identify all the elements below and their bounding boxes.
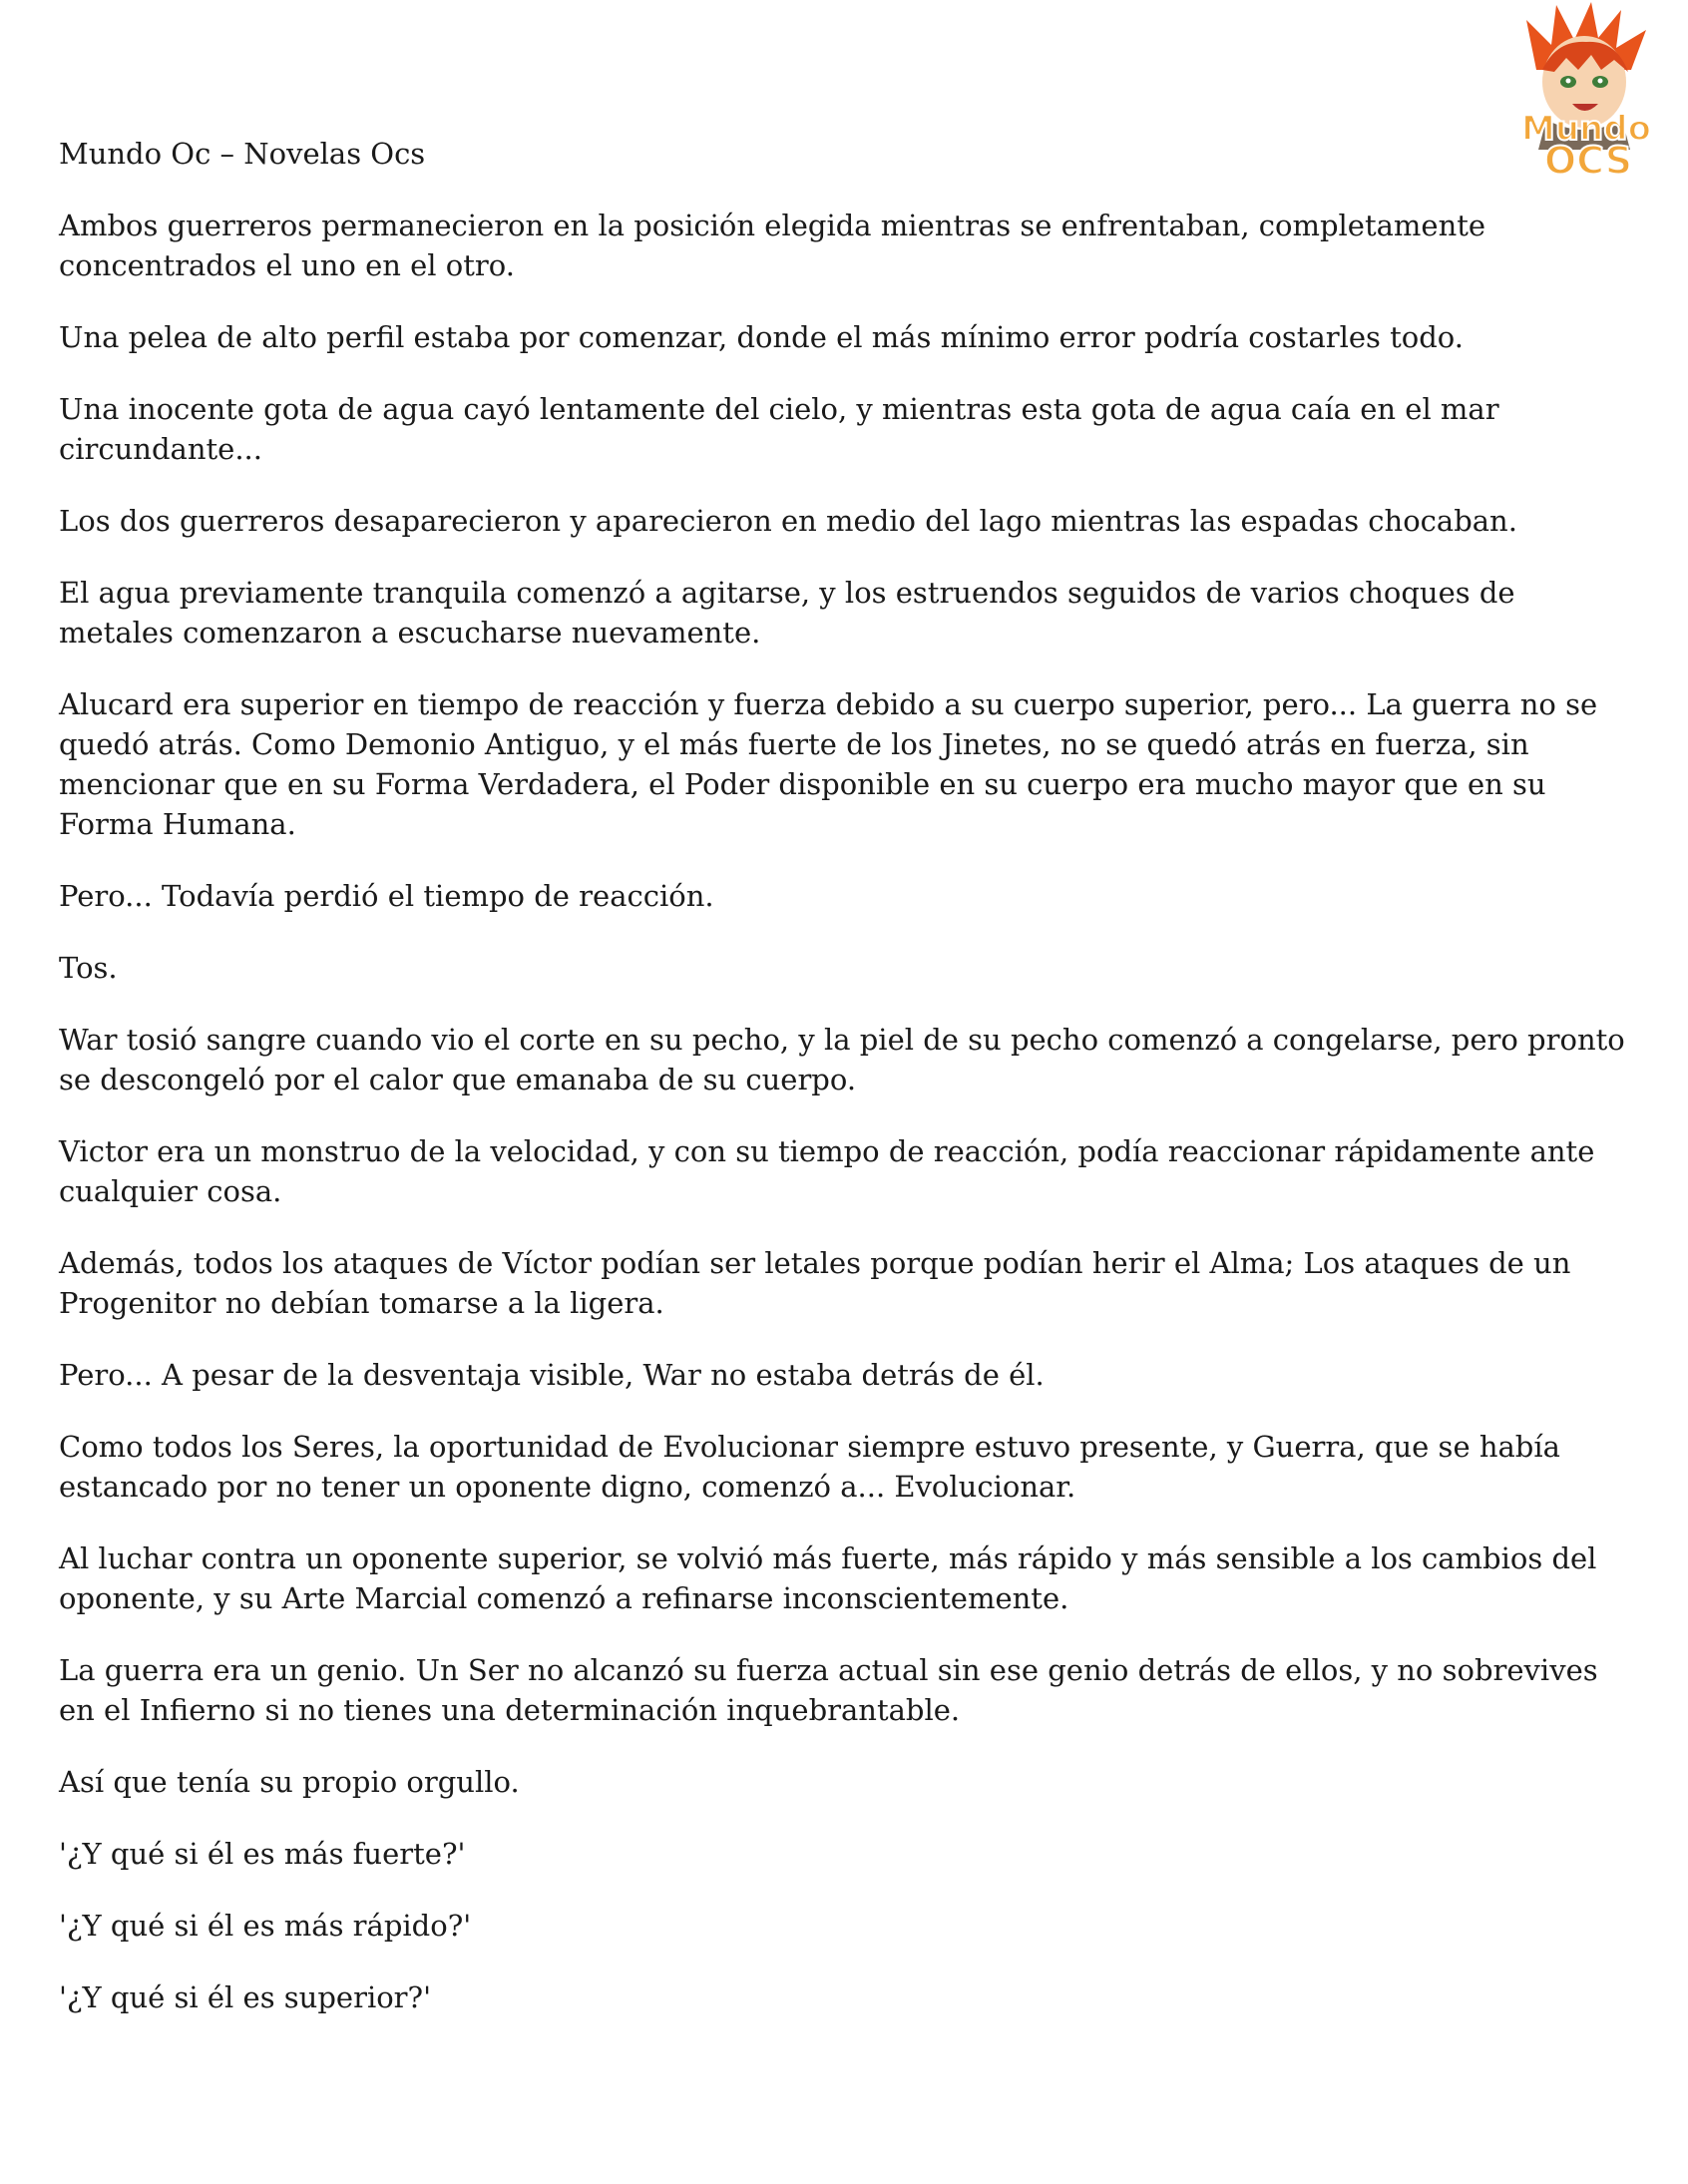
paragraph: Pero... A pesar de la desventaja visible, War no estaba detrás de él. [59, 1358, 1045, 1392]
paragraph: Así que tenía su propio orgullo. [59, 1765, 520, 1799]
paragraph: Alucard era superior en tiempo de reacción y fuerza debido a su cuerpo superior, pero... La guerra no se quedó atrás. Como Demonio Antiguo, y el más fuerte de los Jinetes, no se quedó atrás en fuerza, sin mencionar que en su Forma Verdadera, el Poder disponible en su cuerpo era mucho mayor que en su Forma Humana. [59, 687, 1598, 841]
paragraph: El agua previamente tranquila comenzó a agitarse, y los estruendos seguidos de varios choques de metales comenzaron a escucharse nuevamente. [59, 576, 1515, 650]
paragraph: Los dos guerreros desaparecieron y aparecieron en medio del lago mientras las espadas chocaban. [59, 504, 1517, 538]
mundo-ocs-logo [1496, 0, 1676, 185]
logo-text-mundo: Mundo [1521, 109, 1651, 149]
paragraph: Ambos guerreros permanecieron en la posición elegida mientras se enfrentaban, completamente concentrados el uno en el otro. [59, 209, 1486, 282]
paragraph: Tos. [59, 951, 118, 985]
paragraph: Además, todos los ataques de Víctor podían ser letales porque podían herir el Alma; Los ataques de un Progenitor no debían tomarse a la ligera. [59, 1246, 1571, 1320]
logo-text-ocs: OCS [1543, 139, 1633, 183]
paragraph: Una inocente gota de agua cayó lentamente del cielo, y mientras esta gota de agua caía en el mar circundante... [59, 392, 1499, 466]
paragraph: Al luchar contra un oponente superior, se volvió más fuerte, más rápido y más sensible a los cambios del oponente, y su Arte Marcial comenzó a refinarse inconscientemente. [59, 1541, 1597, 1615]
paragraph: '¿Y qué si él es superior?' [59, 1980, 432, 2014]
paragraph: Como todos los Seres, la oportunidad de Evolucionar siempre estuvo presente, y Guerra, que se había estancado por no tener un oponente digno, comenzó a... Evolucionar. [59, 1430, 1560, 1504]
paragraph: Pero... Todavía perdió el tiempo de reacción. [59, 879, 714, 913]
paragraph: La guerra era un genio. Un Ser no alcanzó su fuerza actual sin ese genio detrás de ellos, y no sobrevives en el Infierno si no tienes una determinación inquebrantable. [59, 1653, 1598, 1727]
paragraph: '¿Y qué si él es más fuerte?' [59, 1837, 466, 1871]
document-body [59, 206, 1635, 2049]
paragraph: Victor era un monstruo de la velocidad, y con su tiempo de reacción, podía reaccionar rápidamente ante cualquier cosa. [59, 1134, 1595, 1208]
paragraph: '¿Y qué si él es más rápido?' [59, 1909, 472, 1943]
paragraph: Una pelea de alto perfil estaba por comenzar, donde el más mínimo error podría costarles todo. [59, 320, 1464, 354]
header-title: Mundo Oc – Novelas Ocs [59, 137, 426, 171]
paragraph: War tosió sangre cuando vio el corte en su pecho, y la piel de su pecho comenzó a congelarse, pero pronto se descongeló por el calor que emanaba de su cuerpo. [59, 1023, 1625, 1096]
